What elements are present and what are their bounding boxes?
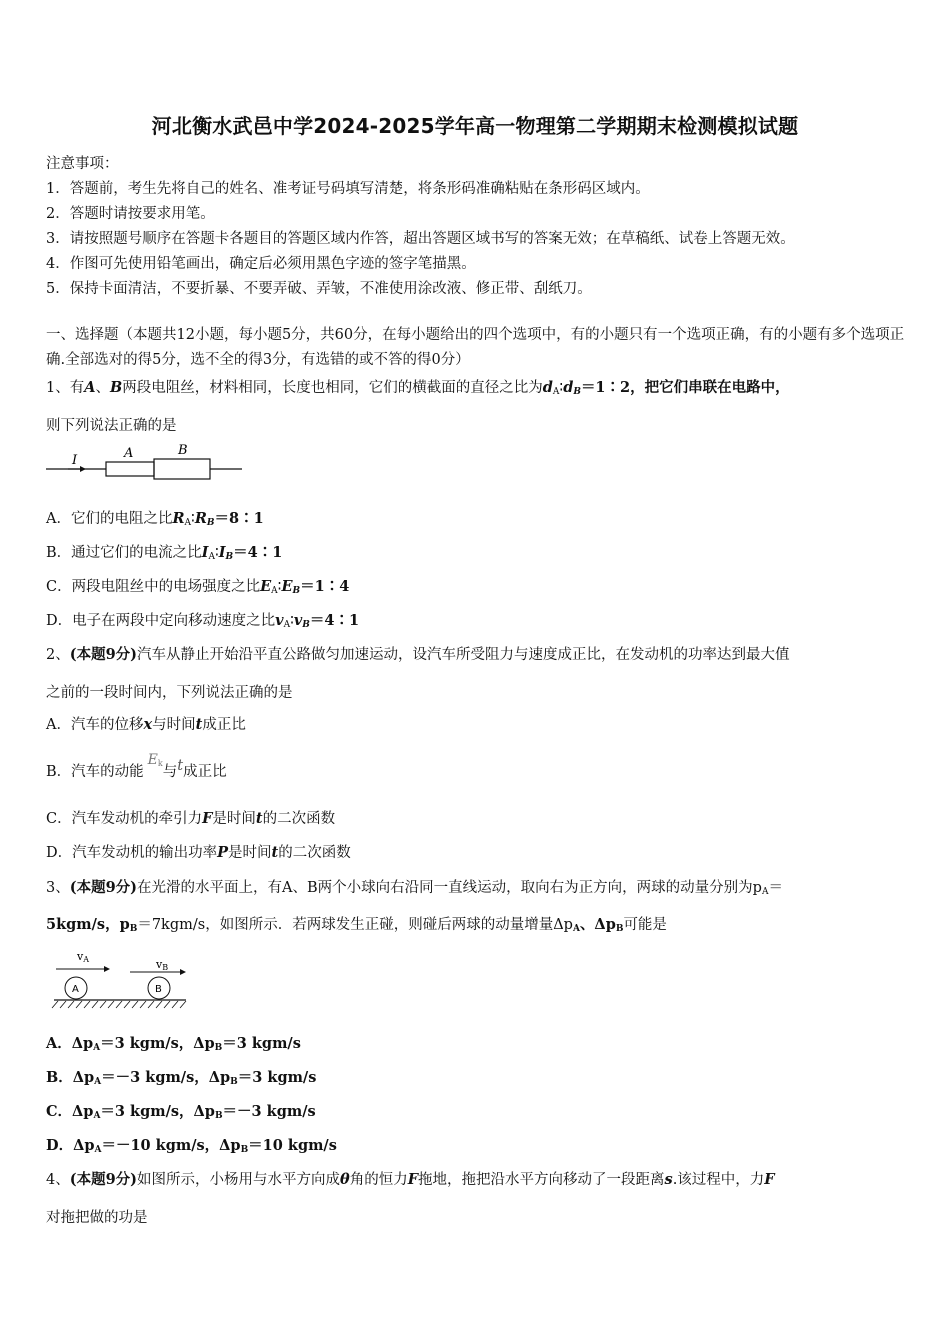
resistor-b [154,459,210,479]
notes-item: 1．答题前，考生先将自己的姓名、准考证号码填写清楚，将条形码准确粘贴在条形码区域内。 [46,181,650,197]
ball-b-label: B [155,984,162,995]
ground-hatch [52,1001,186,1008]
q1-option-a[interactable]: A．它们的电阻之比$R_A∶R_B=8∶1$ [46,510,264,528]
page-title: 河北衡水武邑中学2024-2025学年高一物理第二学期期末检测模拟试题 [151,114,799,138]
ek-symbol: E [147,752,158,768]
question-3-stem-cont: 5kgm/s，$p_B=7kgm/s$，如图所示．若两球发生正碰，则碰后两球的动量增量$\Delta p_A$、$\Delta p_B$可能是 [46,916,667,934]
resistor-a-label: A [124,446,134,461]
q3-option-a[interactable]: A．$\Delta p_A=3$ kgm/s，$\Delta p_B=3$ kgm/s [46,1035,301,1053]
ball-collision-diagram [52,950,192,1012]
notes-heading: 注意事项： [46,156,119,172]
question-2-stem: 2、(本题9分)汽车从静止开始沿平直公路做匀加速运动，设汽车所受阻力与速度成正比，在发动机的功率达到最大值 [46,646,790,663]
q2-option-c[interactable]: C．汽车发动机的牵引力F是时间t的二次函数 [46,810,336,827]
notes-item: 4．作图可先使用铅笔画出，确定后必须用黑色字迹的签字笔描黑。 [46,256,476,272]
ball-a-label: A [72,984,79,995]
q2-option-a[interactable]: A．汽车的位移x与时间t成正比 [46,716,246,733]
q1-option-b[interactable]: B．通过它们的电流之比$I_A∶I_B=4∶1$ [46,544,283,562]
notes-item: 3．请按照题号顺序在答题卡各题目的答题区域内作答，超出答题区域书写的答案无效；在草稿纸、试卷上答题无效。 [46,231,795,247]
question-4-stem-cont: 对拖把做的功是 [46,1210,148,1226]
question-2-stem-cont: 之前的一段时间内，下列说法正确的是 [46,685,293,701]
question-3-stem: 3、(本题9分)在光滑的水平面上，有A、B两个小球向右沿同一直线运动，取向右为正方向，两球的动量分别为$p_A=$ [46,879,783,897]
question-1-stem-cont: 则下列说法正确的是 [46,418,177,434]
notes-item: 2．答题时请按要求用笔。 [46,206,215,222]
va-label: vA [77,950,89,964]
section-heading: 一、选择题（本题共12小题，每小题5分，共60分，在每小题给出的四个选项中，有的小题只有一个选项正确，有的小题有多个选项正确.全部选对的得5分，选不全的得3分，有选错的或不答的得0分） [46,327,905,368]
q1-option-d[interactable]: D．电子在两段中定向移动速度之比$v_A∶v_B=4∶1$ [46,612,360,630]
resistor-b-label: B [178,443,188,458]
question-1-stem: 1、有A、B两段电阻丝，材料相同，长度也相同，它们的横截面的直径之比为$d_A∶d_B=1∶2$，把它们串联在电路中， [46,379,790,397]
vb-label: vB [156,958,169,972]
q3-option-c[interactable]: C．$\Delta p_A=3$ kgm/s，$\Delta p_B=-3$ kgm/s [46,1103,316,1121]
q2-option-d[interactable]: D．汽车发动机的输出功率P是时间t的二次函数 [46,844,351,861]
resistor-circuit-diagram [46,440,246,480]
q2-option-b[interactable]: B．汽车的动能$E_k$与t成正比 [46,752,227,780]
question-4-stem: 4、(本题9分)如图所示，小杨用与水平方向成θ角的恒力F拖地，拖把沿水平方向移动了一段距离s.该过程中，力F [46,1171,775,1188]
current-label: I [72,453,78,468]
notes-item: 5．保持卡面清洁，不要折暴、不要弄破、弄皱，不准使用涂改液、修正带、刮纸刀。 [46,281,592,297]
resistor-a [106,462,154,476]
q1-option-c[interactable]: C．两段电阻丝中的电场强度之比$E_A∶E_B=1∶4$ [46,578,350,596]
q3-option-b[interactable]: B．$\Delta p_A=-3$ kgm/s，$\Delta p_B=3$ kgm/s [46,1069,317,1087]
q3-option-d[interactable]: D．$\Delta p_A=-10$ kgm/s，$\Delta p_B=10$ kgm/s [46,1137,337,1155]
